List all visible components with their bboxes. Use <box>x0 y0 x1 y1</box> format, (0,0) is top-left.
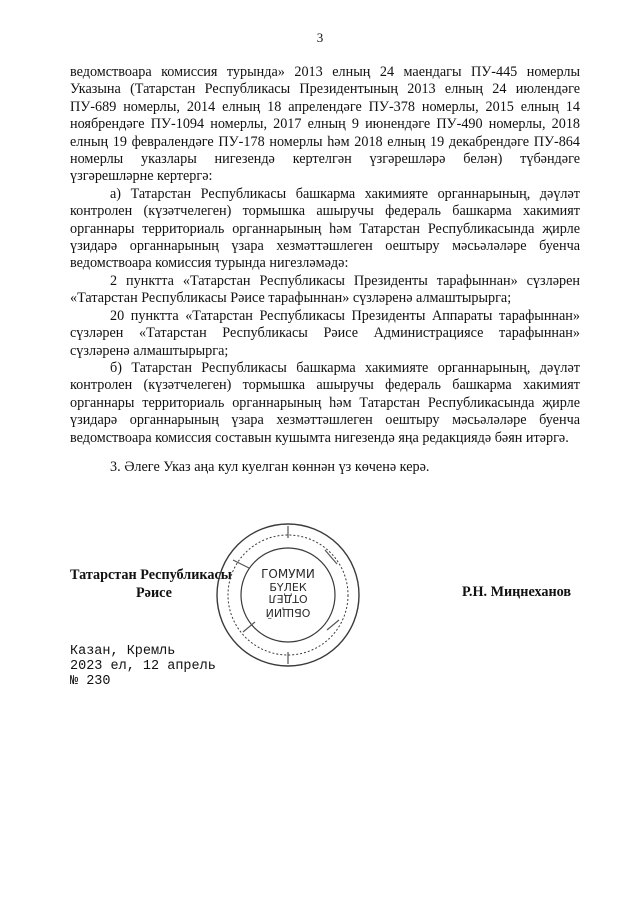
decree-body <box>70 64 580 476</box>
paragraph-point-2: 2 пунктта «Татарстан Республикасы Президенты тарафыннан» сүзләрен «Татарстан Республикасы Рәисе тарафыннан» сүзләренә алмаштырырга; <box>70 272 580 307</box>
paragraph-item-3: 3. Әлеге Указ аңа кул куелган көннән үз көченә керә. <box>110 458 430 475</box>
signatory-title <box>70 566 232 602</box>
paragraph-intro: ведомствоара комиссия турында» 2013 елның 24 маендагы ПУ-445 номерлы Указына (Татарстан Республикасы Президентының 2013 елның 24 июлендәге ПУ-689 номерлы, 2014 елның 18 апрелендәге ПУ-378 номерлы, 2015 елның 14 ноябрендәге ПУ-1094 номерлы, 2017 елның 9 июнендәге ПУ-490 номерлы, 2018 елның 19 февралендәге ПУ-178 номерлы һәм 2018 елның 19 декабрендәге ПУ-864 номерлы указлары нигезендә кертелгән үзгәрешләрә белән) түбәндәге үзгәрешләрне кертергә: <box>70 64 580 185</box>
stamp-line-1: ГОМУМИ <box>261 567 315 581</box>
official-stamp <box>213 520 363 670</box>
signatory-title-line2: Рәисе <box>136 585 172 601</box>
document-footer <box>70 644 216 689</box>
paragraph-a: а) Татарстан Республикасы башкарма хакимияте органнарының, дәүләт контролен (күзәтчелеген) тормышка ашыручы федераль башкарма хакимият органнары территориаль органнарының һәм Татарстан Республикасында җирле үзидарә органнарының үзара хезмәттәшлеген оештыру мәсьәләләре буенча ведомствоара комиссия турында нигезләмәдә: <box>70 185 580 272</box>
footer-number: № 230 <box>70 674 111 689</box>
paragraph-point-20: 20 пунктта «Татарстан Республикасы Президенты Аппараты тарафыннан» сүзләрен «Татарстан Республикасы Рәисе Администрациясе тарафыннан» сүзләренә алмаштырырга; <box>70 307 580 359</box>
stamp-line-2: БҮЛЕК <box>269 581 307 594</box>
page-number: 3 <box>316 30 324 45</box>
signatory-name: Р.Н. Миңнеханов <box>462 584 572 600</box>
stamp-line-4: ОБЩИЙ <box>265 606 311 619</box>
footer-place: Казан, Кремль <box>70 644 176 659</box>
signatory-title-line1: Татарстан Республикасы <box>70 567 232 583</box>
stamp-line-3: ОТДЕЛ <box>268 592 308 605</box>
paragraph-b: б) Татарстан Республикасы башкарма хакимияте органнарының, дәүләт контролен (күзәтчелеген) тормышка ашыручы федераль башкарма хакимият органнары территориаль органнарының һәм Татарстан Республикасында җирле үзидарә органнарының үзара хезмәттәшлеген оештыру мәсьәләләре буенча ведомствоара комиссия составын кушымта нигезендә яңа редакциядә бәян итәргә. <box>70 359 580 446</box>
footer-date: 2023 ел, 12 апрель <box>70 659 216 674</box>
